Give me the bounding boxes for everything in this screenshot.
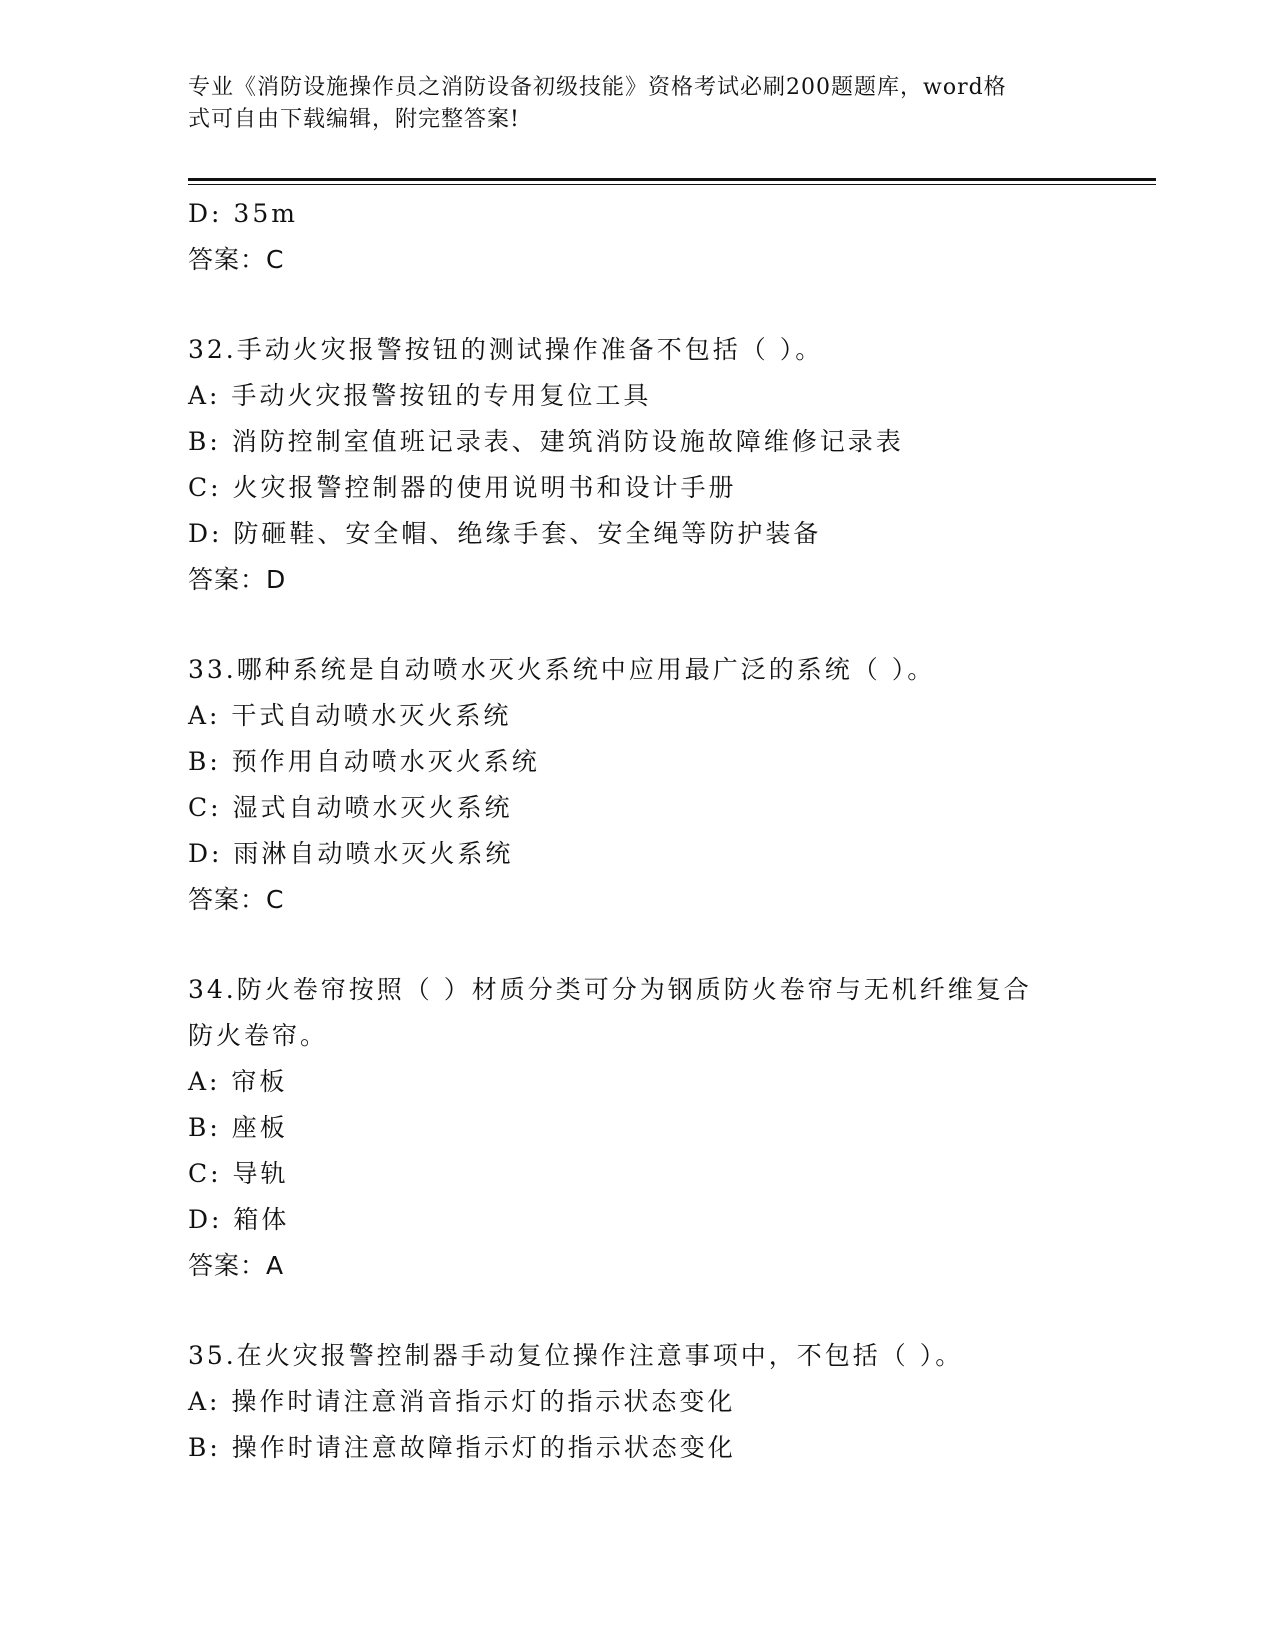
option-c: C: 导轨 bbox=[188, 1159, 289, 1188]
option-a: A: 操作时请注意消音指示灯的指示状态变化 bbox=[188, 1387, 736, 1416]
option-b: B: 座板 bbox=[188, 1113, 288, 1142]
header-divider-thick bbox=[188, 178, 1156, 181]
option-a: A: 手动火灾报警按钮的专用复位工具 bbox=[188, 381, 652, 410]
answer-label: 答案：C bbox=[188, 245, 285, 274]
spacer bbox=[188, 283, 1088, 327]
question-stem-line-2: 防火卷帘。 bbox=[188, 1021, 329, 1050]
spacer bbox=[188, 1289, 1088, 1333]
question-34 bbox=[188, 967, 1088, 1289]
option-d: D: 箱体 bbox=[188, 1205, 290, 1234]
option-a: A: 干式自动喷水灭火系统 bbox=[188, 701, 512, 730]
document-header bbox=[188, 72, 1088, 136]
question-stem: 32.手动火灾报警按钮的测试操作准备不包括（ ）。 bbox=[188, 335, 824, 364]
question-31-tail bbox=[188, 191, 1088, 283]
option-d: D: 防砸鞋、安全帽、绝缘手套、安全绳等防护装备 bbox=[188, 519, 822, 548]
question-stem: 35.在火灾报警控制器手动复位操作注意事项中，不包括（ ）。 bbox=[188, 1341, 964, 1370]
answer-label: 答案：A bbox=[188, 1251, 285, 1280]
option-d: D: 35m bbox=[188, 199, 298, 228]
question-35 bbox=[188, 1333, 1088, 1471]
option-b: B: 消防控制室值班记录表、建筑消防设施故障维修记录表 bbox=[188, 427, 904, 456]
option-a: A: 帘板 bbox=[188, 1067, 288, 1096]
option-b: B: 预作用自动喷水灭火系统 bbox=[188, 747, 540, 776]
document-body bbox=[188, 191, 1088, 1471]
header-line-2: 式可自由下载编辑，附完整答案! bbox=[188, 107, 520, 132]
option-c: C: 湿式自动喷水灭火系统 bbox=[188, 793, 513, 822]
option-c: C: 火灾报警控制器的使用说明书和设计手册 bbox=[188, 473, 737, 502]
header-divider-thin bbox=[188, 184, 1156, 185]
question-32 bbox=[188, 327, 1088, 603]
header-line-1: 专业《消防设施操作员之消防设备初级技能》资格考试必刷200题题库，word格 bbox=[188, 75, 1007, 100]
question-33 bbox=[188, 647, 1088, 923]
spacer bbox=[188, 603, 1088, 647]
question-stem-line-1: 34.防火卷帘按照（ ）材质分类可分为钢质防火卷帘与无机纤维复合 bbox=[188, 975, 1032, 1004]
option-d: D: 雨淋自动喷水灭火系统 bbox=[188, 839, 514, 868]
option-b: B: 操作时请注意故障指示灯的指示状态变化 bbox=[188, 1433, 736, 1462]
answer-label: 答案：D bbox=[188, 565, 287, 594]
question-stem: 33.哪种系统是自动喷水灭火系统中应用最广泛的系统（ ）。 bbox=[188, 655, 936, 684]
answer-label: 答案：C bbox=[188, 885, 285, 914]
spacer bbox=[188, 923, 1088, 967]
